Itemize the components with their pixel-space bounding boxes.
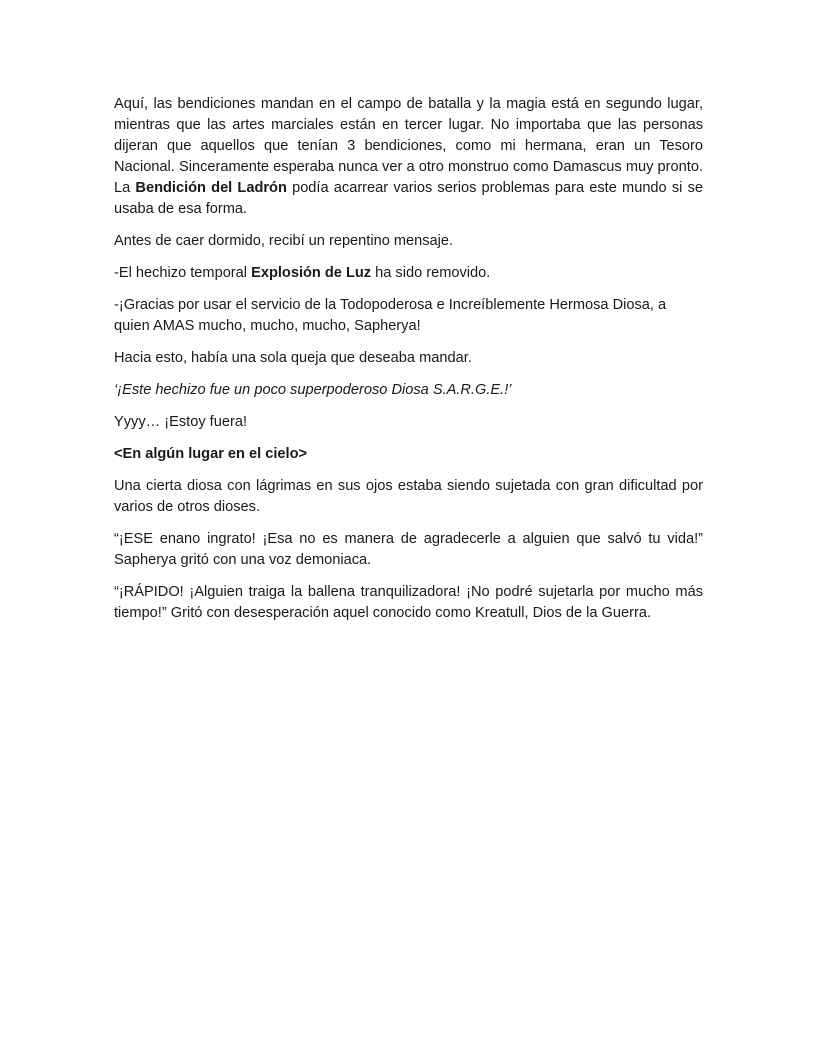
scene-heading: <En algún lugar en el cielo>: [114, 446, 308, 462]
paragraph-complaint-quote: ‘¡Este hechizo fue un poco superpoderoso Diosa S.A.R.G.E.!’: [114, 382, 512, 398]
paragraph-message-received: Antes de caer dormido, recibí un repentino mensaje.: [114, 233, 454, 249]
paragraph-complaint: Hacia esto, había una sola queja que deseaba mandar.: [114, 350, 472, 366]
paragraph-blessings-text-end: podía acarrear varios serios problemas para este mundo si se usaba de esa forma.: [114, 180, 703, 217]
paragraph-goddess-held: Una cierta diosa con lágrimas en sus ojos estaba siendo sujetada con gran dificultad por varios de otros dioses.: [114, 478, 703, 515]
document-page: [114, 94, 703, 635]
thief-blessing-term: Bendición del Ladrón: [135, 180, 287, 196]
paragraph-spell-removed: [114, 263, 703, 284]
light-explosion-term: Explosión de Luz: [251, 265, 372, 281]
paragraph-kreatull-shout: “¡RÁPIDO! ¡Alguien traiga la ballena tranquilizadora! ¡No podré sujetarla por mucho más tiempo!” Gritó con desesperación aquel conocido como Kreatull, Dios de la Guerra.: [114, 584, 703, 621]
paragraph-goddess-thanks: -¡Gracias por usar el servicio de la Todopoderosa e Increíblemente Hermosa Diosa, a quien AMAS mucho, mucho, mucho, Sapherya!: [114, 297, 667, 334]
paragraph-blessings-text-start: Aquí, las bendiciones mandan en el campo de batalla y la magia está en segundo lugar, mientras que las artes marciales están en tercer lugar. No importaba que las personas dijeran que aquellos que tenían 3 bendiciones, como mi hermana, eran un Tesoro Nacional. Sinceramente esperaba nunca ver a otro monstruo como Damascus muy pronto. La: [114, 96, 703, 196]
spell-removed-text-end: ha sido removido.: [371, 265, 491, 281]
paragraph-out: Yyyy… ¡Estoy fuera!: [114, 414, 248, 430]
spell-removed-text-start: -El hechizo temporal: [114, 265, 252, 281]
paragraph-sapherya-shout: “¡ESE enano ingrato! ¡Esa no es manera de agradecerle a alguien que salvó tu vida!” Sapherya gritó con una voz demoniaca.: [114, 531, 703, 568]
paragraph-blessings: [114, 94, 703, 220]
